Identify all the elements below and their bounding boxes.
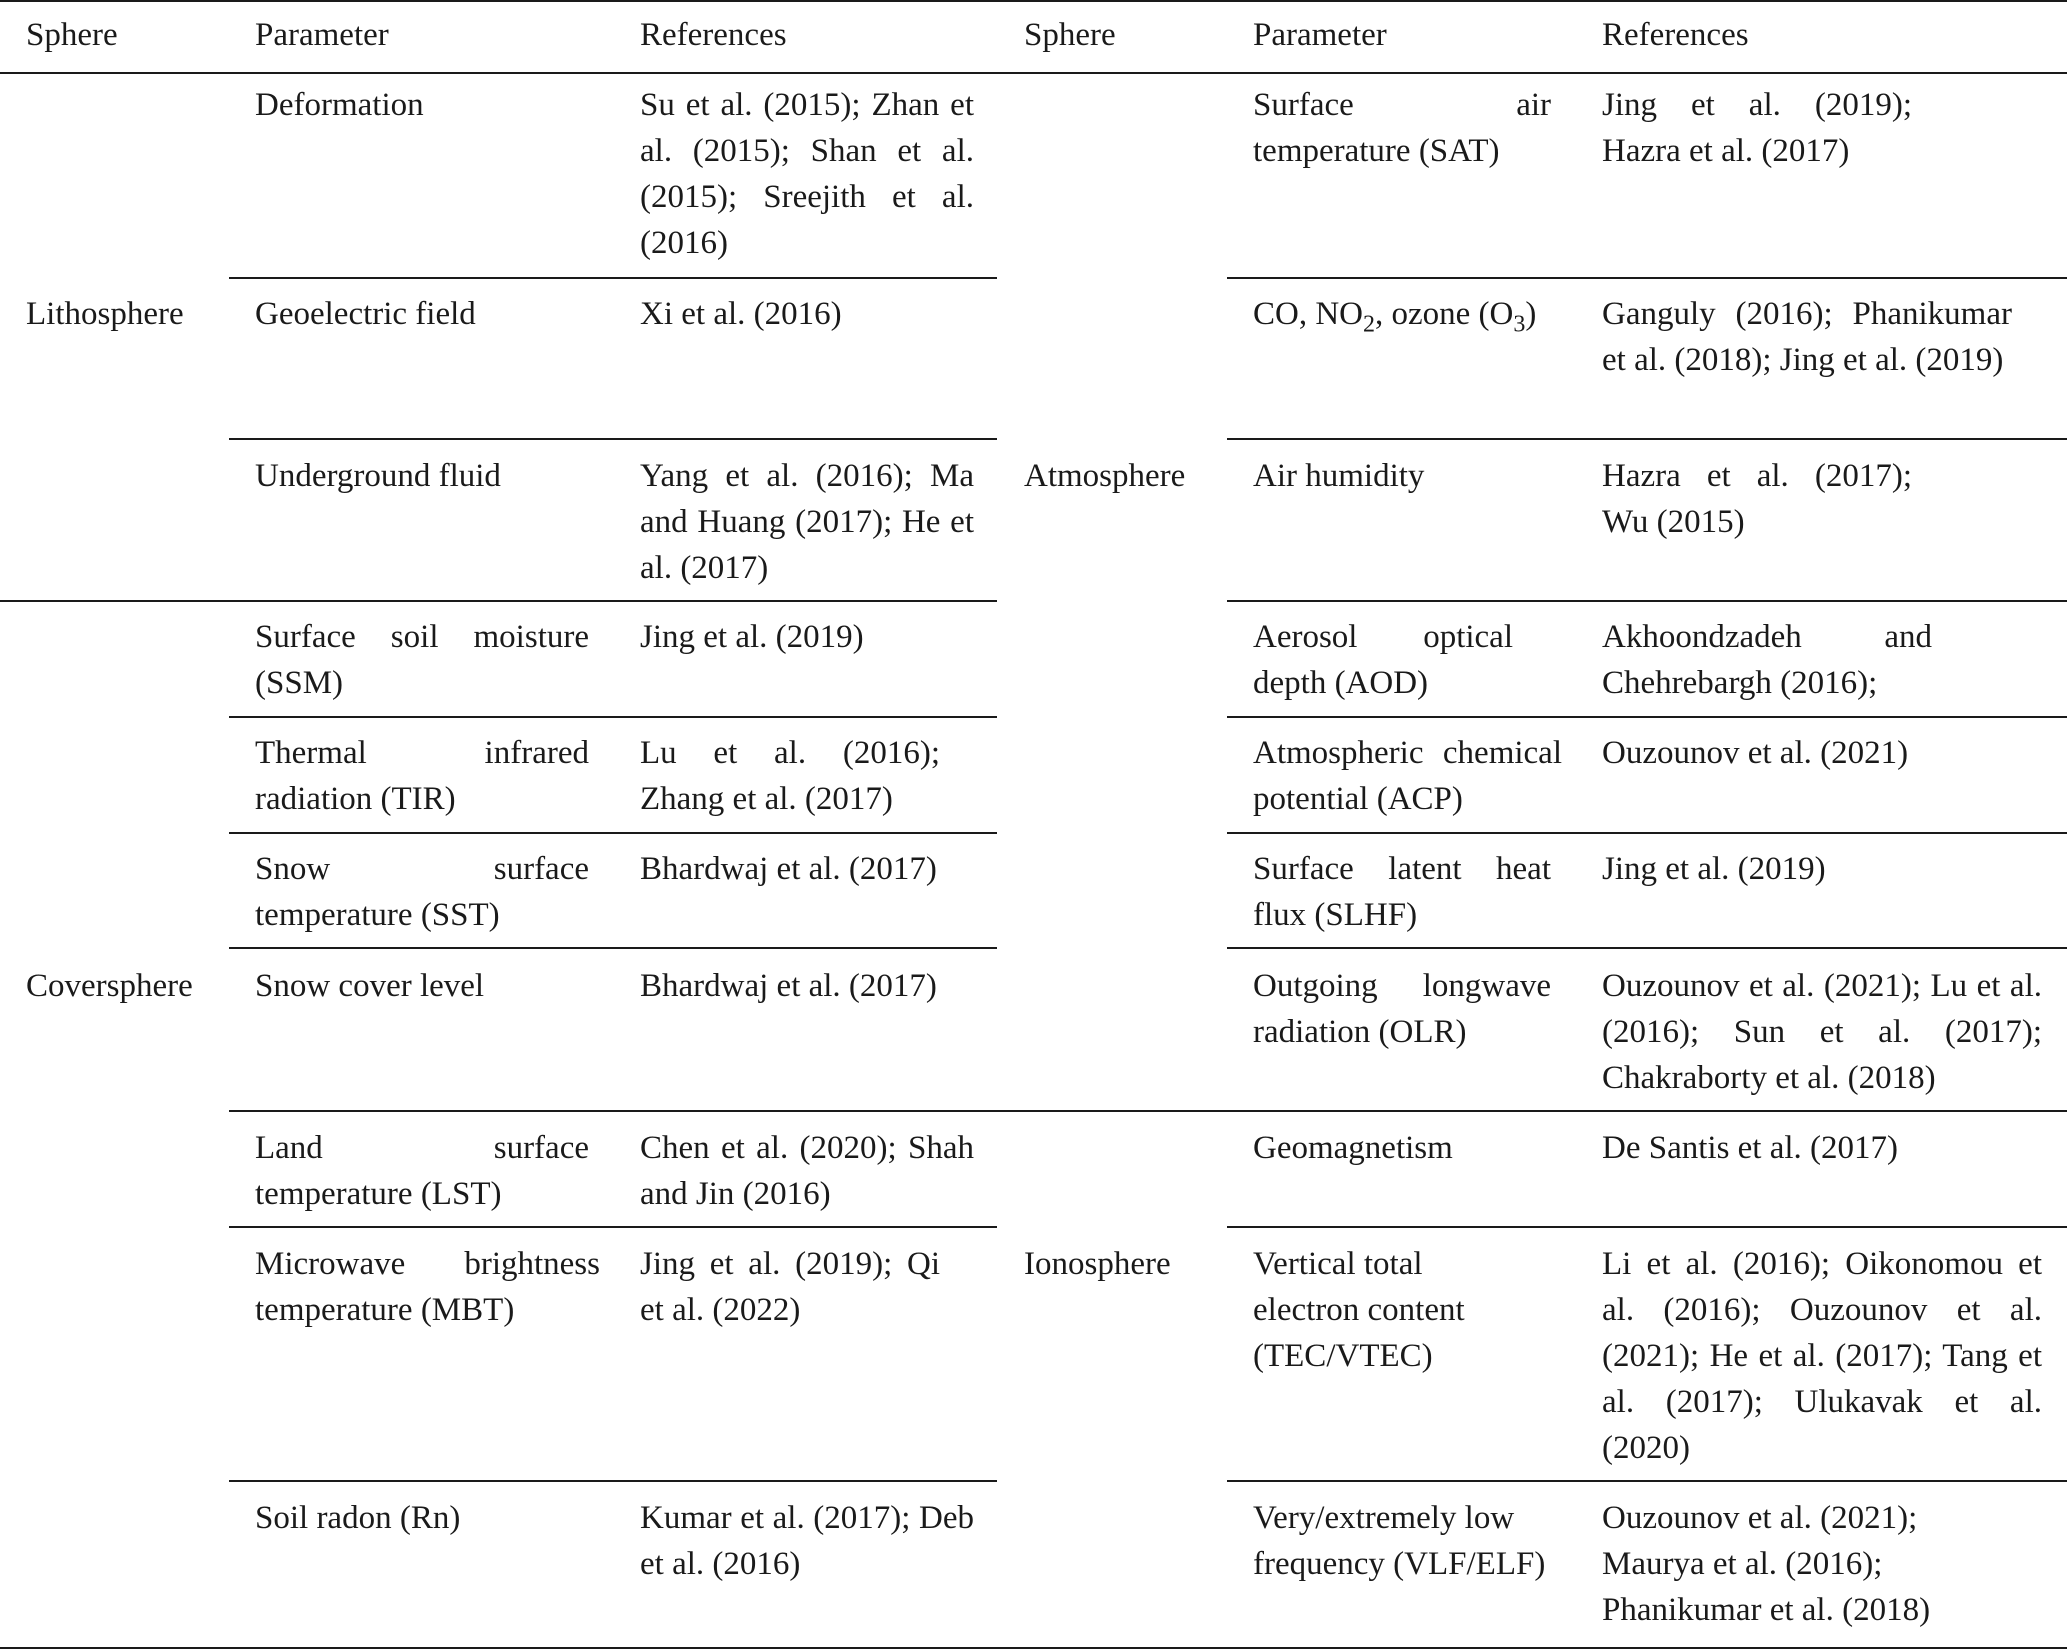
references-cell: Jing et al. (2019); Hazra et al. (2017) (1602, 87, 1912, 169)
header-sphere-left: Sphere (26, 17, 118, 53)
parameter-cell: Thermal infrared radiation (TIR) (255, 735, 589, 817)
sphere-label-atmosphere: Atmosphere (1024, 458, 1186, 494)
formula-text: , ozone (O (1375, 296, 1514, 332)
parameter-cell: Underground fluid (255, 458, 501, 494)
row-divider (1227, 1480, 2067, 1482)
parameter-cell: Deformation (255, 87, 424, 123)
formula-subscript: 2 (1363, 311, 1376, 338)
header-parameter-right: Parameter (1253, 17, 1387, 53)
parameter-cell: Soil radon (Rn) (255, 1500, 461, 1536)
parameter-cell: Very/extremely low frequency (VLF/ELF) (1253, 1500, 1546, 1582)
row-divider (229, 947, 997, 949)
parameter-cell: Surface latent heat flux (SLHF) (1253, 851, 1551, 933)
parameter-cell: Surface soil moisture (SSM) (255, 619, 589, 701)
sphere-label-coversphere: Coversphere (26, 968, 193, 1004)
row-divider (1227, 277, 2067, 279)
references-cell: Hazra et al. (2017); Wu (2015) (1602, 458, 1912, 540)
formula-text: CO, NO (1253, 296, 1364, 332)
row-divider (1227, 947, 2067, 949)
parameter-cell: Snow surface temperature (SST) (255, 851, 589, 933)
references-cell: Ganguly (2016); Phanikumar et al. (2018); Jing et al. (2019) (1602, 296, 2012, 378)
row-divider (229, 832, 997, 834)
formula-text: ) (1525, 296, 1537, 332)
parameter-cell-chemistry (1253, 291, 1551, 348)
references-cell: Jing et al. (2019) (1602, 851, 1826, 887)
row-divider (229, 1226, 997, 1228)
header-references-left: References (640, 17, 787, 53)
row-divider (1227, 600, 2067, 602)
sphere-divider (997, 1110, 2067, 1112)
references-cell: Yang et al. (2016); Ma and Huang (2017); He et al. (2017) (640, 458, 974, 586)
sphere-label-lithosphere: Lithosphere (26, 296, 184, 332)
sphere-label-ionosphere: Ionosphere (1024, 1246, 1171, 1282)
row-divider (229, 1480, 997, 1482)
row-divider (1227, 832, 2067, 834)
row-divider (1227, 438, 2067, 440)
row-divider (229, 716, 997, 718)
references-cell: Xi et al. (2016) (640, 296, 842, 332)
references-cell: Ouzounov et al. (2021); Maurya et al. (2016); Phanikumar et al. (2018) (1602, 1500, 1931, 1628)
parameter-cell: Land surface temperature (LST) (255, 1130, 589, 1212)
header-parameter-left: Parameter (255, 17, 389, 53)
parameter-cell: Geomagnetism (1253, 1130, 1453, 1166)
parameter-cell: Snow cover level (255, 968, 485, 1004)
parameter-cell: Surface air temperature (SAT) (1253, 87, 1551, 169)
sphere-divider (0, 600, 997, 602)
parameter-cell: Atmospheric chemical potential (ACP) (1253, 735, 1562, 817)
references-cell: Jing et al. (2019) (640, 619, 864, 655)
row-divider (1227, 1226, 2067, 1228)
references-cell: Li et al. (2016); Oikonomou et al. (2016); Ouzounov et al. (2021); He et al. (2017); Tang et al. (2017); Ulukavak et al. (2020) (1602, 1246, 2042, 1466)
references-cell: Akhoondzadeh and Chehrebargh (2016); (1602, 619, 1932, 701)
references-cell: Jing et al. (2019); Qi et al. (2022) (640, 1246, 940, 1328)
references-cell: Bhardwaj et al. (2017) (640, 851, 937, 887)
references-cell: Ouzounov et al. (2021); Lu et al. (2016); Sun et al. (2017); Chakraborty et al. (2018) (1602, 968, 2042, 1096)
parameter-cell: Vertical total electron content (TEC/VTEC) (1253, 1246, 1465, 1374)
row-divider (1227, 716, 2067, 718)
formula-subscript: 3 (1513, 311, 1526, 338)
parameter-cell: Outgoing longwave radiation (OLR) (1253, 968, 1551, 1050)
header-sphere-right: Sphere (1024, 17, 1116, 53)
references-cell: Su et al. (2015); Zhan et al. (2015); Shan et al. (2015); Sreejith et al. (2016) (640, 87, 974, 261)
parameter-cell: Air humidity (1253, 458, 1425, 494)
parameter-cell: Aerosol optical depth (AOD) (1253, 619, 1513, 701)
bottom-rule (0, 1647, 2067, 1649)
top-rule (0, 0, 2067, 2)
row-divider (229, 438, 997, 440)
parameter-cell: Geoelectric field (255, 296, 476, 332)
row-divider (229, 1110, 997, 1112)
parameter-cell: Microwave brightness temperature (MBT) (255, 1246, 600, 1328)
references-cell: Chen et al. (2020); Shah and Jin (2016) (640, 1130, 974, 1212)
header-references-right: References (1602, 17, 1749, 53)
row-divider (229, 277, 997, 279)
references-cell: Kumar et al. (2017); Deb et al. (2016) (640, 1500, 974, 1582)
references-cell: Lu et al. (2016); Zhang et al. (2017) (640, 735, 940, 817)
references-cell: Ouzounov et al. (2021) (1602, 735, 1909, 771)
references-cell: De Santis et al. (2017) (1602, 1130, 1899, 1166)
references-cell: Bhardwaj et al. (2017) (640, 968, 937, 1004)
header-rule (0, 72, 2067, 74)
